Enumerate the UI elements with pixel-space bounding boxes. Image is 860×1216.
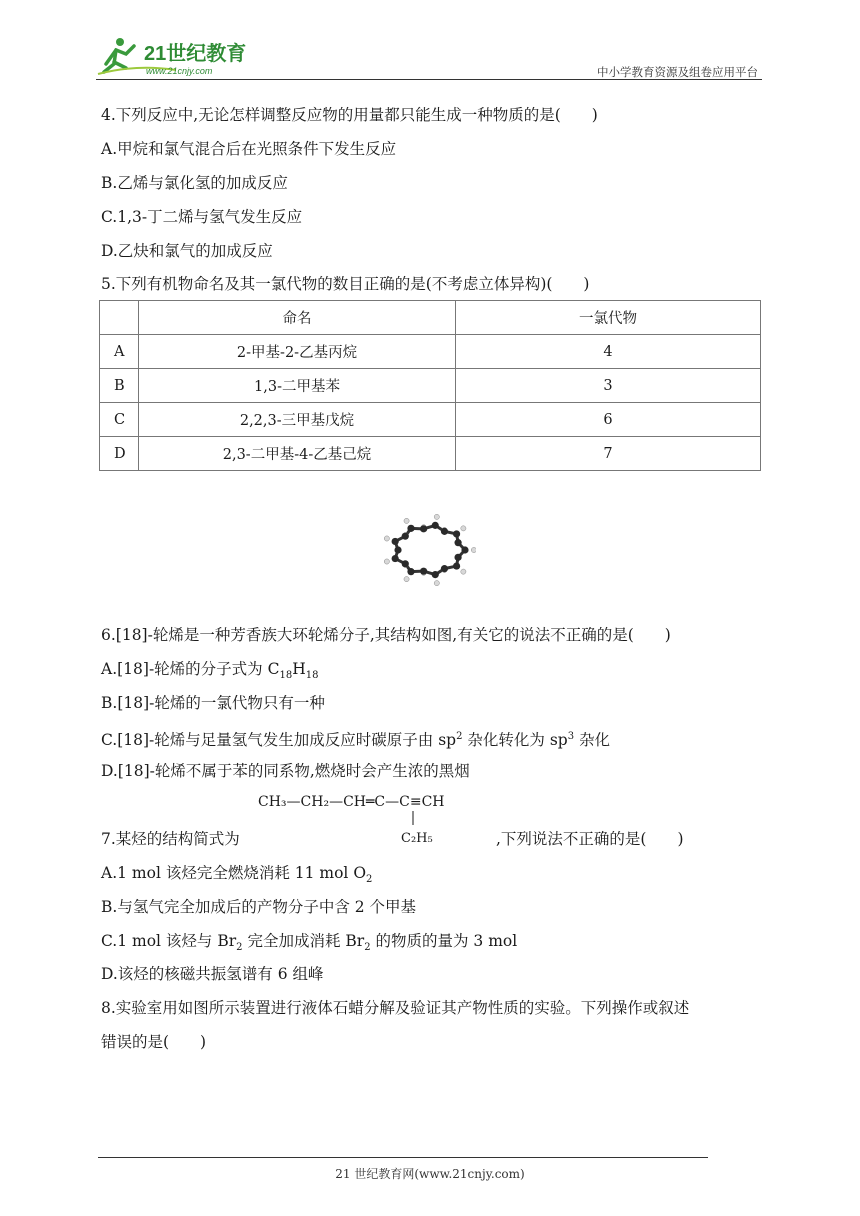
footer-text: 21 世纪教育网(www.21cnjy.com): [335, 1167, 525, 1181]
carbon-atom: [420, 568, 427, 575]
q7-c-sub2: 2: [364, 942, 371, 954]
table-cell: 2,2,3-三甲基戊烷: [139, 403, 456, 437]
q6-option-c: [101, 726, 610, 751]
carbon-atom: [441, 565, 448, 572]
table-cell: 7: [456, 437, 761, 471]
q6-a-sub1: 18: [279, 670, 293, 682]
q7-option-a: [101, 862, 372, 891]
q6-c-post: 杂化: [574, 731, 611, 750]
carbon-atom: [453, 530, 460, 537]
carbon-atom: [392, 555, 399, 562]
carbon-atom: [407, 525, 414, 532]
q7-option-b: B.与氢气完全加成后的产物分子中含 2 个甲基: [101, 898, 417, 916]
q4-option-b: B.乙烯与氯化氢的加成反应: [101, 174, 288, 192]
q6-c-text: C.[18]-轮烯与足量氢气发生加成反应时碳原子由 sp: [101, 731, 457, 750]
hydrogen-atom: [461, 526, 466, 531]
q7-stem-end: ,下列说法不正确的是( ): [496, 830, 684, 848]
hydrogen-atom: [404, 518, 409, 523]
carbon-atom: [420, 525, 427, 532]
carbon-atom: [402, 533, 409, 540]
table-cell: 2-甲基-2-乙基丙烷: [139, 335, 456, 369]
table-cell: 3: [456, 369, 761, 403]
q6-option-a: [101, 658, 318, 687]
header-platform-text: 中小学教育资源及组卷应用平台: [597, 65, 758, 79]
hydrogen-atom: [471, 547, 476, 552]
table-header-cell: 命名: [139, 301, 456, 335]
hydrogen-atom: [434, 581, 439, 586]
q8-stem-line2: 错误的是( ): [101, 1033, 207, 1051]
logo-text: 21世纪教育: [144, 43, 247, 65]
carbon-atom: [454, 539, 461, 546]
q6-option-b: B.[18]-轮烯的一氯代物只有一种: [101, 694, 325, 712]
hydrogen-atom: [434, 514, 439, 519]
carbon-atom: [407, 568, 414, 575]
q7-c-mid: 完全加成消耗 Br: [242, 932, 365, 950]
carbon-atom: [441, 528, 448, 535]
hydrogen-atom: [461, 569, 466, 574]
q7-option-c: [101, 930, 517, 959]
q6-stem: 6.[18]-轮烯是一种芳香族大环轮烯分子,其结构如图,有关它的说法不正确的是( ): [101, 626, 671, 644]
table-row: [100, 369, 761, 403]
table-cell: 1,3-二甲基苯: [139, 369, 456, 403]
formula-branch: C₂H₅: [401, 831, 433, 846]
hydrogen-atom: [384, 559, 389, 564]
formula-main-chain: CH₃—CH₂—CH═C—C≡CH: [258, 794, 445, 810]
table-header-cell: 一氯代物: [456, 301, 761, 335]
logo-sub: www.21cnjy.com: [146, 66, 213, 76]
q7-c-sub1: 2: [236, 942, 243, 954]
table-header-cell: [100, 301, 139, 335]
q7-a-sub: 2: [366, 874, 373, 886]
table-cell: 2,3-二甲基-4-乙基己烷: [139, 437, 456, 471]
site-logo: [96, 34, 266, 78]
q7-c-text: C.1 mol 该烃与 Br: [101, 932, 237, 950]
table-cell: 6: [456, 403, 761, 437]
carbon-atom: [453, 562, 460, 569]
q4-option-a: A.甲烷和氯气混合后在光照条件下发生反应: [101, 140, 397, 158]
q5-stem: 5.下列有机物命名及其一氯代物的数目正确的是(不考虑立体异构)( ): [101, 275, 590, 293]
q6-c-mid: 杂化转化为 sp: [462, 731, 568, 750]
q6-option-d: D.[18]-轮烯不属于苯的同系物,燃烧时会产生浓的黑烟: [101, 762, 470, 780]
table-row: [100, 335, 761, 369]
q8-stem-line1: 8.实验室用如图所示装置进行液体石蜡分解及验证其产物性质的实验。下列操作或叙述: [101, 999, 690, 1017]
q7-c-post: 的物质的量为 3 mol: [370, 932, 518, 950]
table-cell: D: [100, 437, 139, 471]
page-footer: [0, 1165, 860, 1182]
q4-stem: 4.下列反应中,无论怎样调整反应物的用量都只能生成一种物质的是( ): [101, 106, 598, 124]
q7-option-d: D.该烃的核磁共振氢谱有 6 组峰: [101, 965, 324, 983]
q6-a-sub2: 18: [305, 670, 319, 682]
footer-divider: [98, 1157, 708, 1158]
table-cell: B: [100, 369, 139, 403]
q6-a-mid: H: [292, 660, 306, 678]
q6-c-sup1: 2: [456, 731, 463, 742]
carbon-atom: [392, 538, 399, 545]
q7-a-text: A.1 mol 该烃完全燃烧消耗 11 mol O: [101, 864, 367, 882]
table-header-row: [100, 301, 761, 335]
carbon-atom: [432, 522, 439, 529]
carbon-atom: [394, 546, 401, 553]
carbon-atom: [454, 554, 461, 561]
table-cell: A: [100, 335, 139, 369]
q4-option-c: C.1,3-丁二烯与氢气发生反应: [101, 208, 303, 226]
table-row: [100, 437, 761, 471]
q7-stem-start: 7.某烃的结构简式为: [101, 830, 240, 848]
carbon-atom: [432, 571, 439, 578]
q4-option-d: D.乙炔和氯气的加成反应: [101, 242, 273, 260]
hydrogen-atom: [384, 536, 389, 541]
table-cell: 4: [456, 335, 761, 369]
table-row: [100, 403, 761, 437]
q6-c-sup2: 3: [567, 731, 575, 742]
q5-table: [99, 300, 761, 471]
page-header: [96, 34, 762, 80]
header-divider: [96, 79, 762, 80]
carbon-atom: [461, 546, 468, 553]
table-cell: C: [100, 403, 139, 437]
q6-a-text: A.[18]-轮烯的分子式为 C: [101, 660, 280, 678]
structural-formula-image: [258, 791, 488, 847]
carbon-atom: [402, 560, 409, 567]
hydrogen-atom: [404, 577, 409, 582]
annulene-molecule-image: [382, 514, 476, 586]
